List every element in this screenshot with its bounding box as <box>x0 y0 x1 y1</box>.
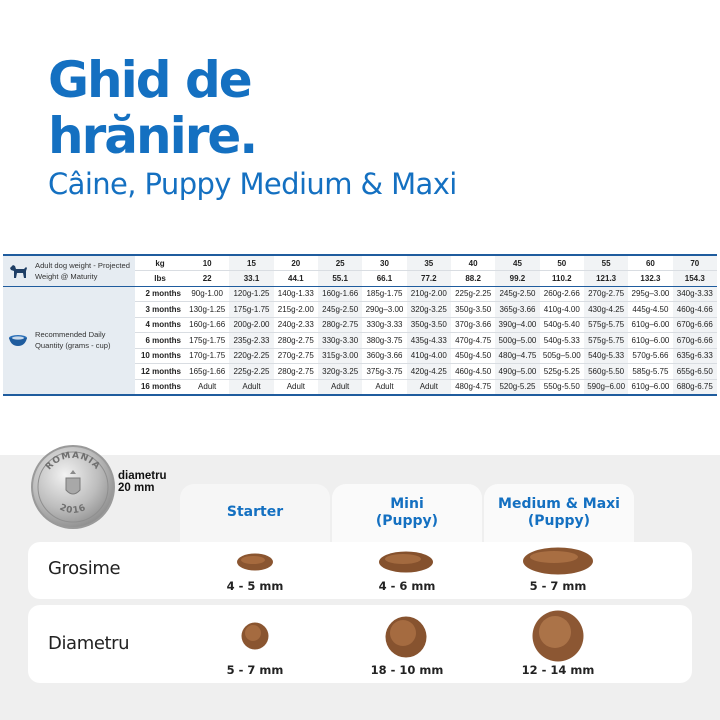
quantity-cell: 435g-4.33 <box>407 333 451 349</box>
quantity-cell: 360g-3.66 <box>362 348 406 364</box>
kg-value: 40 <box>451 255 495 271</box>
lbs-value: 77.2 <box>407 271 451 287</box>
quantity-cell: 165g-1.66 <box>185 364 229 380</box>
column-mini-sublabel: (Puppy) <box>375 513 439 529</box>
quantity-cell: 610g–6.00 <box>628 333 672 349</box>
quantity-cell: 680g-6.75 <box>673 379 717 395</box>
quantity-cell: 450g-4.50 <box>451 348 495 364</box>
coin-year: 2016 <box>57 502 89 517</box>
coin-label-line2: 20 mm <box>118 482 155 494</box>
kg-value: 30 <box>362 255 406 271</box>
quantity-cell: 480g–4.75 <box>495 348 539 364</box>
quantity-cell: 390g–4.00 <box>495 317 539 333</box>
age-cell: 4 months <box>135 317 185 333</box>
quantity-cell: Adult <box>318 379 362 395</box>
thickness-label: Grosime <box>48 558 121 579</box>
quantity-cell: 340g-3.33 <box>673 286 717 302</box>
diameter-starter: 5 - 7 mm <box>226 663 284 677</box>
quantity-cell: 350g-3.50 <box>407 317 451 333</box>
page-title-line2: hrănire. <box>48 107 257 165</box>
quantity-cell: Adult <box>407 379 451 395</box>
coin-label-line1: diametru <box>118 470 167 482</box>
quantity-cell: 215g-2.00 <box>274 302 318 318</box>
quantity-cell: 330g-3.33 <box>362 317 406 333</box>
weight-label: Adult dog weight - Projected Weight @ Maturity <box>35 260 130 281</box>
quantity-cell: 320g-3.25 <box>318 364 362 380</box>
quantity-cell: 380g-3.75 <box>362 333 406 349</box>
food-bowl-icon <box>7 332 29 348</box>
quantity-cell: 575g-5.75 <box>584 317 628 333</box>
lbs-value: 99.2 <box>495 271 539 287</box>
lbs-value: 55.1 <box>318 271 362 287</box>
kg-value: 60 <box>628 255 672 271</box>
column-mini-label: Mini <box>390 496 424 512</box>
feeding-table <box>3 254 717 396</box>
quantity-cell: 540g-5.33 <box>584 348 628 364</box>
lbs-value: 110.2 <box>540 271 584 287</box>
quantity-cell: 520g-5.25 <box>495 379 539 395</box>
lbs-value: 121.3 <box>584 271 628 287</box>
quantity-cell: 270g-2.75 <box>584 286 628 302</box>
quantity-cell: Adult <box>362 379 406 395</box>
quantity-cell: 245g-2.50 <box>318 302 362 318</box>
quantity-cell: 505g–5.00 <box>540 348 584 364</box>
quantity-cell: 220g-2.25 <box>229 348 273 364</box>
quantity-cell: 130g-1.25 <box>185 302 229 318</box>
quantity-cell: 470g-4.75 <box>451 333 495 349</box>
age-cell: 3 months <box>135 302 185 318</box>
kibble-image <box>522 547 594 575</box>
kg-value: 15 <box>229 255 273 271</box>
quantity-cell: 160g-1.66 <box>185 317 229 333</box>
column-medium-maxi-sublabel: (Puppy) <box>527 513 591 529</box>
quantity-cell: 240g-2.33 <box>274 317 318 333</box>
header <box>48 52 457 202</box>
diameter-label: Diametru <box>48 633 130 654</box>
quantity-cell: 410g-4.00 <box>407 348 451 364</box>
kg-value: 45 <box>495 255 539 271</box>
quantity-cell: 280g-2.75 <box>274 333 318 349</box>
kibble-image <box>385 616 427 658</box>
lbs-value: 33.1 <box>229 271 273 287</box>
quantity-cell: 525g-5.25 <box>540 364 584 380</box>
quantity-cell: 540g-5.33 <box>540 333 584 349</box>
diameter-mini: 18 - 10 mm <box>370 663 444 677</box>
quantity-cell: 375g-3.75 <box>362 364 406 380</box>
quantity-cell: 585g-5.75 <box>628 364 672 380</box>
quantity-cell: 280g-2.75 <box>274 364 318 380</box>
coin-text-top: ROMANIA <box>43 450 103 473</box>
kibble-image <box>236 553 274 571</box>
quantity-cell: 655g-6.50 <box>673 364 717 380</box>
quantity-cell: 670g-6.66 <box>673 317 717 333</box>
column-starter-label: Starter <box>226 504 284 520</box>
quantity-cell: Adult <box>229 379 273 395</box>
quantity-cell: 460g-4.50 <box>451 364 495 380</box>
quantity-cell: 270g-2.75 <box>274 348 318 364</box>
lbs-unit: lbs <box>135 271 185 287</box>
lbs-value: 132.3 <box>628 271 672 287</box>
quantity-cell: 90g-1.00 <box>185 286 229 302</box>
kibble-image <box>532 610 584 662</box>
quantity-cell: 430g-4.25 <box>584 302 628 318</box>
quantity-cell: 315g-3.00 <box>318 348 362 364</box>
coin-label <box>118 470 167 494</box>
age-cell: 16 months <box>135 379 185 395</box>
quantity-cell: 550g-5.50 <box>540 379 584 395</box>
quantity-cell: 445g-4.50 <box>628 302 672 318</box>
quantity-cell: 410g-4.00 <box>540 302 584 318</box>
quantity-cell: 480g-4.75 <box>451 379 495 395</box>
page-subtitle: Câine, Puppy Medium & Maxi <box>48 167 457 201</box>
kg-unit: kg <box>135 255 185 271</box>
quantity-cell: 140g-1.33 <box>274 286 318 302</box>
quantity-label-cell <box>3 286 135 395</box>
age-cell: 2 months <box>135 286 185 302</box>
thickness-mini: 4 - 6 mm <box>378 579 436 593</box>
quantity-cell: Adult <box>274 379 318 395</box>
kg-value: 20 <box>274 255 318 271</box>
lbs-value: 88.2 <box>451 271 495 287</box>
quantity-cell: 570g-5.66 <box>628 348 672 364</box>
quantity-cell: 260g-2.66 <box>540 286 584 302</box>
quantity-cell: 670g-6.66 <box>673 333 717 349</box>
age-cell: 6 months <box>135 333 185 349</box>
page-title-line1: Ghid de <box>48 51 251 109</box>
age-cell: 10 months <box>135 348 185 364</box>
quantity-cell: 330g-3.30 <box>318 333 362 349</box>
quantity-cell: 245g-2.50 <box>495 286 539 302</box>
kg-value: 35 <box>407 255 451 271</box>
quantity-cell: 200g-2.00 <box>229 317 273 333</box>
quantity-cell: 575g-5.75 <box>584 333 628 349</box>
quantity-cell: 590g–6.00 <box>584 379 628 395</box>
quantity-cell: 635g-6.33 <box>673 348 717 364</box>
quantity-cell: 175g-1.75 <box>185 333 229 349</box>
quantity-cell: 365g-3.66 <box>495 302 539 318</box>
dog-icon <box>7 262 29 280</box>
kg-row <box>3 255 717 271</box>
quantity-cell: Adult <box>185 379 229 395</box>
quantity-cell: 120g-1.25 <box>229 286 273 302</box>
quantity-cell: 225g-2.25 <box>229 364 273 380</box>
quantity-cell: 500g–5.00 <box>495 333 539 349</box>
kibble-image <box>378 551 434 573</box>
quantity-cell: 295g–3.00 <box>628 286 672 302</box>
lbs-value: 154.3 <box>673 271 717 287</box>
kg-value: 70 <box>673 255 717 271</box>
lbs-value: 44.1 <box>274 271 318 287</box>
quantity-cell: 280g-2.75 <box>318 317 362 333</box>
quantity-cell: 420g-4.25 <box>407 364 451 380</box>
quantity-cell: 235g-2.33 <box>229 333 273 349</box>
quantity-cell: 175g-1.75 <box>229 302 273 318</box>
thickness-starter: 4 - 5 mm <box>226 579 284 593</box>
quantity-cell: 610g–6.00 <box>628 317 672 333</box>
table-row <box>3 286 717 302</box>
quantity-cell: 350g-3.50 <box>451 302 495 318</box>
column-medium-maxi-label: Medium & Maxi <box>498 496 620 512</box>
thickness-medium-maxi: 5 - 7 mm <box>529 579 587 593</box>
diameter-medium-maxi: 12 - 14 mm <box>521 663 595 677</box>
kg-value: 25 <box>318 255 362 271</box>
quantity-cell: 460g-4.66 <box>673 302 717 318</box>
quantity-cell: 610g–6.00 <box>628 379 672 395</box>
weight-label-cell <box>3 255 135 286</box>
coin-image <box>30 444 116 530</box>
lbs-value: 22 <box>185 271 229 287</box>
kg-value: 50 <box>540 255 584 271</box>
kg-value: 10 <box>185 255 229 271</box>
quantity-cell: 170g-1.75 <box>185 348 229 364</box>
age-cell: 12 months <box>135 364 185 380</box>
quantity-cell: 210g-2.00 <box>407 286 451 302</box>
quantity-cell: 540g-5.40 <box>540 317 584 333</box>
quantity-cell: 560g-5.50 <box>584 364 628 380</box>
quantity-cell: 160g-1.66 <box>318 286 362 302</box>
lbs-value: 66.1 <box>362 271 406 287</box>
quantity-label: Recommended Daily Quantity (grams - cup) <box>35 330 111 350</box>
quantity-cell: 225g-2.25 <box>451 286 495 302</box>
kibble-image <box>241 622 269 650</box>
quantity-cell: 490g–5.00 <box>495 364 539 380</box>
quantity-cell: 290g–3.00 <box>362 302 406 318</box>
quantity-cell: 185g-1.75 <box>362 286 406 302</box>
quantity-cell: 370g-3.66 <box>451 317 495 333</box>
kg-value: 55 <box>584 255 628 271</box>
quantity-cell: 320g-3.25 <box>407 302 451 318</box>
